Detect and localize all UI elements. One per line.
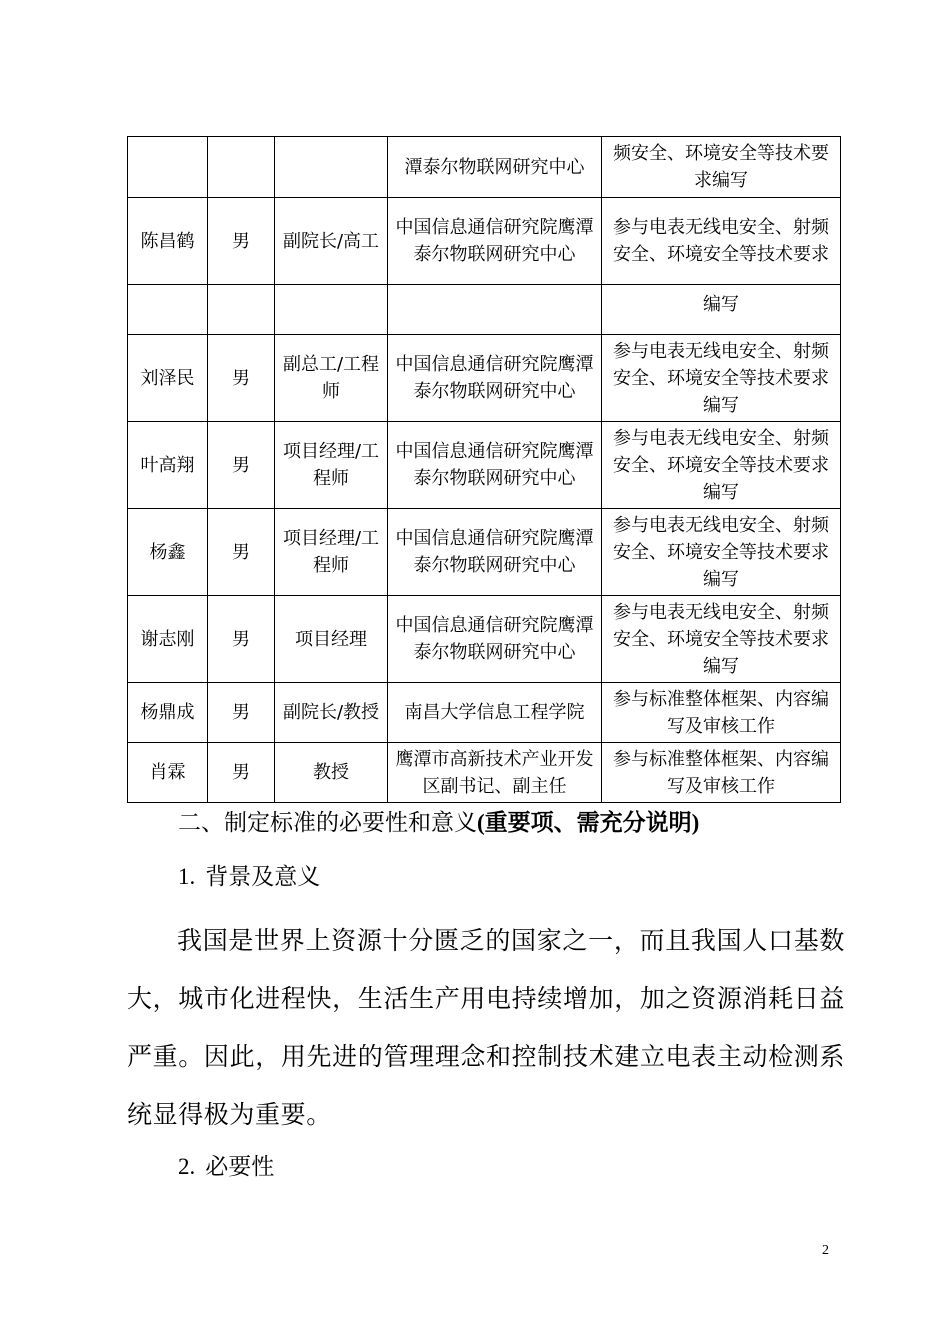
gender-cell [208, 285, 275, 335]
name-cell: 叶高翔 [128, 422, 208, 509]
title-cell: 项目经理 [275, 596, 388, 683]
gender-cell: 男 [208, 509, 275, 596]
responsibility-cell: 参与标准整体框架、内容编写及审核工作 [602, 683, 841, 743]
name-cell [128, 285, 208, 335]
responsibility-cell: 频安全、环境安全等技术要求编写 [602, 137, 841, 198]
section-heading-note: (重要项、需充分说明) [477, 810, 700, 835]
section-heading-main: 二、制定标准的必要性和意义 [178, 810, 477, 836]
responsibility-cell: 参与标准整体框架、内容编写及审核工作 [602, 743, 841, 803]
responsibility-cell: 参与电表无线电安全、射频安全、环境安全等技术要求编写 [602, 335, 841, 422]
subheading-text: 必要性 [205, 1154, 275, 1180]
responsibility-cell: 编写 [602, 285, 841, 335]
unit-cell: 南昌大学信息工程学院 [388, 683, 602, 743]
gender-cell: 男 [208, 198, 275, 285]
body-paragraph: 我国是世界上资源十分匮乏的国家之一，而且我国人口基数大，城市化进程快，生活生产用电持续增加，加之资源消耗日益严重。因此，用先进的管理理念和控制技术建立电表主动检测系统显得极为重要。 [127, 926, 845, 1129]
name-cell: 陈昌鹤 [128, 198, 208, 285]
unit-cell [388, 285, 602, 335]
title-cell: 副院长/高工 [275, 198, 388, 285]
unit-cell: 中国信息通信研究院鹰潭泰尔物联网研究中心 [388, 596, 602, 683]
title-cell: 教授 [275, 743, 388, 803]
unit-cell: 潭泰尔物联网研究中心 [388, 137, 602, 198]
table-row [128, 683, 841, 743]
title-cell: 副院长/教授 [275, 683, 388, 743]
table-row [128, 422, 841, 509]
name-cell [128, 137, 208, 198]
name-cell: 杨鑫 [128, 509, 208, 596]
gender-cell: 男 [208, 422, 275, 509]
responsibility-cell: 参与电表无线电安全、射频安全、环境安全等技术要求编写 [602, 509, 841, 596]
gender-cell [208, 137, 275, 198]
table-row [128, 335, 841, 422]
responsibility-cell: 参与电表无线电安全、射频安全、环境安全等技术要求编写 [602, 596, 841, 683]
section-heading [178, 806, 699, 840]
table-row [128, 285, 841, 335]
title-cell: 项目经理/工程师 [275, 422, 388, 509]
unit-cell: 鹰潭市高新技术产业开发区副书记、副主任 [388, 743, 602, 803]
gender-cell: 男 [208, 683, 275, 743]
table-row [128, 137, 841, 198]
table-row [128, 509, 841, 596]
responsibility-cell: 参与电表无线电安全、射频安全、环境安全等技术要求 [602, 198, 841, 285]
name-cell: 谢志刚 [128, 596, 208, 683]
name-cell: 杨鼎成 [128, 683, 208, 743]
unit-cell: 中国信息通信研究院鹰潭泰尔物联网研究中心 [388, 422, 602, 509]
subheading-background [178, 860, 320, 894]
gender-cell: 男 [208, 743, 275, 803]
staff-table [127, 136, 841, 803]
gender-cell: 男 [208, 596, 275, 683]
unit-cell: 中国信息通信研究院鹰潭泰尔物联网研究中心 [388, 335, 602, 422]
title-cell [275, 285, 388, 335]
gender-cell: 男 [208, 335, 275, 422]
subheading-number: 1. [178, 864, 196, 889]
title-cell [275, 137, 388, 198]
subheading-necessity [178, 1150, 274, 1184]
table-row [128, 743, 841, 803]
page-number: 2 [822, 1243, 829, 1258]
unit-cell: 中国信息通信研究院鹰潭泰尔物联网研究中心 [388, 509, 602, 596]
table-row [128, 596, 841, 683]
title-cell: 副总工/工程师 [275, 335, 388, 422]
subheading-number: 2. [178, 1154, 196, 1179]
responsibility-cell: 参与电表无线电安全、射频安全、环境安全等技术要求编写 [602, 422, 841, 509]
name-cell: 肖霖 [128, 743, 208, 803]
name-cell: 刘泽民 [128, 335, 208, 422]
unit-cell: 中国信息通信研究院鹰潭泰尔物联网研究中心 [388, 198, 602, 285]
table-row [128, 198, 841, 285]
subheading-text: 背景及意义 [205, 864, 321, 890]
title-cell: 项目经理/工程师 [275, 509, 388, 596]
